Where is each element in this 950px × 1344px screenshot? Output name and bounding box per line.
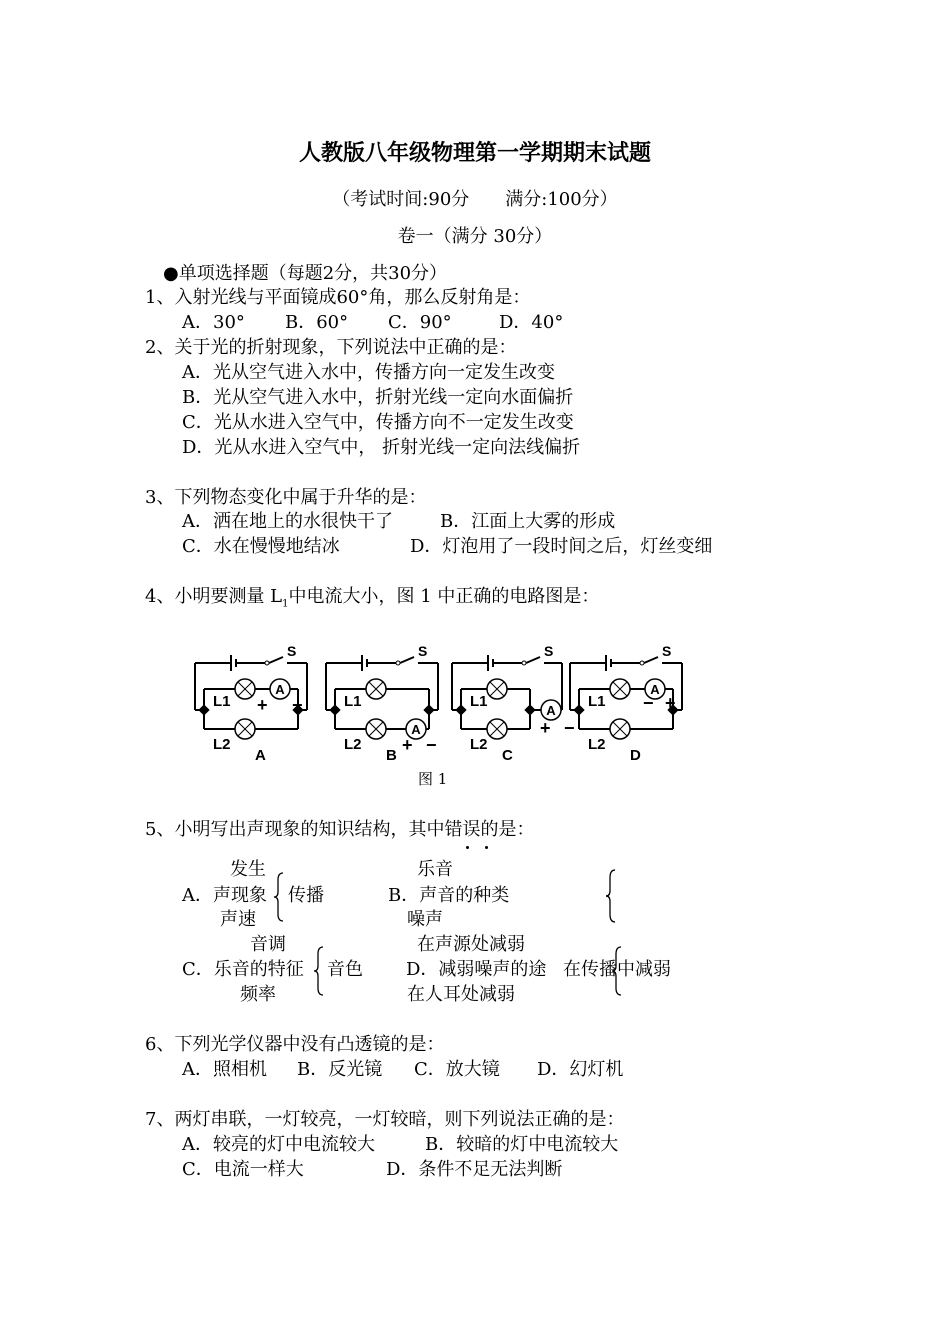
lamp1-label: L1 xyxy=(470,693,488,710)
q7-stem: 7、两灯串联，一灯较亮，一灯较暗，则下列说法正确的是： xyxy=(145,1109,625,1130)
q5c-item: 音调 xyxy=(250,934,286,955)
q5b-prefix: B．声音的种类 xyxy=(388,885,510,906)
q1-stem: 1、入射光线与平面镜成60°角，那么反射角是： xyxy=(145,287,531,308)
q5a-prefix: A．声现象 xyxy=(182,885,267,906)
junction-dot xyxy=(329,704,340,715)
circuit-option-label: D xyxy=(630,747,641,764)
q7-option-c: C．电流一样大 xyxy=(182,1159,304,1180)
switch-label: S xyxy=(544,643,554,659)
lamp2-label: L2 xyxy=(344,736,362,753)
brace-icon xyxy=(612,946,622,996)
q5d-prefix: D．减弱噪声的途 xyxy=(406,959,547,980)
polarity-minus: − xyxy=(564,718,575,738)
q5c-item: 音色 xyxy=(327,959,363,980)
lamp2-label: L2 xyxy=(213,736,231,753)
q3-option-d: D．灯泡用了一段时间之后，灯丝变细 xyxy=(410,536,713,557)
q5b-item: 噪声 xyxy=(407,909,443,930)
q1-option-c: C．90° xyxy=(388,312,452,333)
q5d-item: 在人耳处减弱 xyxy=(407,984,515,1005)
lamp2-label: L2 xyxy=(588,736,606,753)
q4-stem-sub: 1 xyxy=(282,598,289,610)
section-heading: 卷一（满分 30分） xyxy=(397,226,553,247)
q5d-item: 在传播中减弱 xyxy=(563,959,671,980)
q3-stem: 3、下列物态变化中属于升华的是： xyxy=(145,487,427,508)
q6-option-b: B．反光镜 xyxy=(297,1059,383,1080)
brace-icon xyxy=(606,869,616,923)
q5a-item: 发生 xyxy=(230,859,266,880)
part-heading: ●单项选择题（每题2分，共30分） xyxy=(163,263,448,284)
switch-label: S xyxy=(287,643,297,659)
page-title: 人教版八年级物理第一学期期末试题 xyxy=(298,141,651,166)
wire xyxy=(400,657,414,663)
wire xyxy=(269,657,283,663)
polarity-minus: − xyxy=(292,695,303,715)
lamp1-label: L1 xyxy=(213,693,231,710)
polarity-plus: + xyxy=(540,718,551,738)
q6-option-a: A．照相机 xyxy=(182,1059,267,1080)
lamp1-label: L1 xyxy=(588,693,606,710)
wire xyxy=(644,657,658,663)
q7-option-b: B．较暗的灯中电流较大 xyxy=(425,1134,619,1155)
junction-dot xyxy=(573,704,584,715)
q7-option-d: D．条件不足无法判断 xyxy=(386,1159,563,1180)
q4-stem-pre: 4、小明要测量 L xyxy=(145,586,283,607)
q2-option-c: C．光从水进入空气中，传播方向不一定发生改变 xyxy=(182,412,574,433)
switch-label: S xyxy=(418,643,428,659)
q6-option-c: C．放大镜 xyxy=(414,1059,500,1080)
q5c-item: 频率 xyxy=(240,984,276,1005)
q2-option-b: B．光从空气进入水中，折射光线一定向水面偏折 xyxy=(182,387,574,408)
q6-stem: 6、下列光学仪器中没有凸透镜的是： xyxy=(145,1034,445,1055)
q6-option-d: D．幻灯机 xyxy=(537,1059,624,1080)
q2-stem: 2、关于光的折射现象，下列说法中正确的是： xyxy=(145,337,517,358)
q5a-item: 传播 xyxy=(288,885,324,906)
figure-caption: 图 1 xyxy=(418,770,448,788)
junction-dot xyxy=(198,704,209,715)
circuit-option-label: C xyxy=(502,747,513,764)
ammeter-label: A xyxy=(411,722,421,737)
ammeter-label: A xyxy=(275,682,285,697)
brace-icon xyxy=(314,946,324,996)
q5-stem: 5、小明写出声现象的知识结构，其中错误的是： xyxy=(145,819,535,840)
lamp2-label: L2 xyxy=(470,736,488,753)
emphasis-dot xyxy=(485,846,488,849)
q5d-item: 在声源处减弱 xyxy=(417,934,525,955)
q3-option-b: B．江面上大雾的形成 xyxy=(440,511,616,532)
q5b-item: 乐音 xyxy=(417,859,453,880)
polarity-minus: − xyxy=(643,693,654,713)
ammeter-label: A xyxy=(650,682,660,697)
junction-dot xyxy=(455,704,466,715)
brace-icon xyxy=(274,872,284,922)
q4-stem-post: 中电流大小，图 1 中正确的电路图是： xyxy=(288,586,600,607)
q3-option-c: C．水在慢慢地结冰 xyxy=(182,536,340,557)
q1-option-d: D．40° xyxy=(499,312,564,333)
junction-dot xyxy=(423,704,434,715)
switch-label: S xyxy=(662,643,672,659)
polarity-plus: + xyxy=(402,735,413,755)
wire xyxy=(526,657,540,663)
q7-option-a: A．较亮的灯中电流较大 xyxy=(182,1134,375,1155)
switch-icon xyxy=(265,661,269,665)
polarity-plus: + xyxy=(257,695,268,715)
q2-option-d: D．光从水进入空气中， 折射光线一定向法线偏折 xyxy=(182,437,581,458)
emphasis-dot xyxy=(466,846,469,849)
q2-option-a: A．光从空气进入水中，传播方向一定发生改变 xyxy=(182,362,555,383)
switch-icon xyxy=(640,661,644,665)
lamp1-label: L1 xyxy=(344,693,362,710)
junction-dot xyxy=(524,704,535,715)
q1-option-a: A．30° xyxy=(182,312,245,333)
circuit-option-label: B xyxy=(386,747,397,764)
switch-icon xyxy=(522,661,526,665)
polarity-plus: + xyxy=(665,693,676,713)
ammeter-label: A xyxy=(546,703,556,718)
q1-option-b: B．60° xyxy=(285,312,349,333)
q5a-item: 声速 xyxy=(220,909,256,930)
circuit-option-label: A xyxy=(255,747,266,764)
switch-icon xyxy=(396,661,400,665)
q3-option-a: A．洒在地上的水很快干了 xyxy=(182,511,393,532)
polarity-minus: − xyxy=(426,735,437,755)
exam-info: （考试时间:90分 满分:100分） xyxy=(332,189,618,210)
q5c-prefix: C．乐音的特征 xyxy=(182,959,304,980)
